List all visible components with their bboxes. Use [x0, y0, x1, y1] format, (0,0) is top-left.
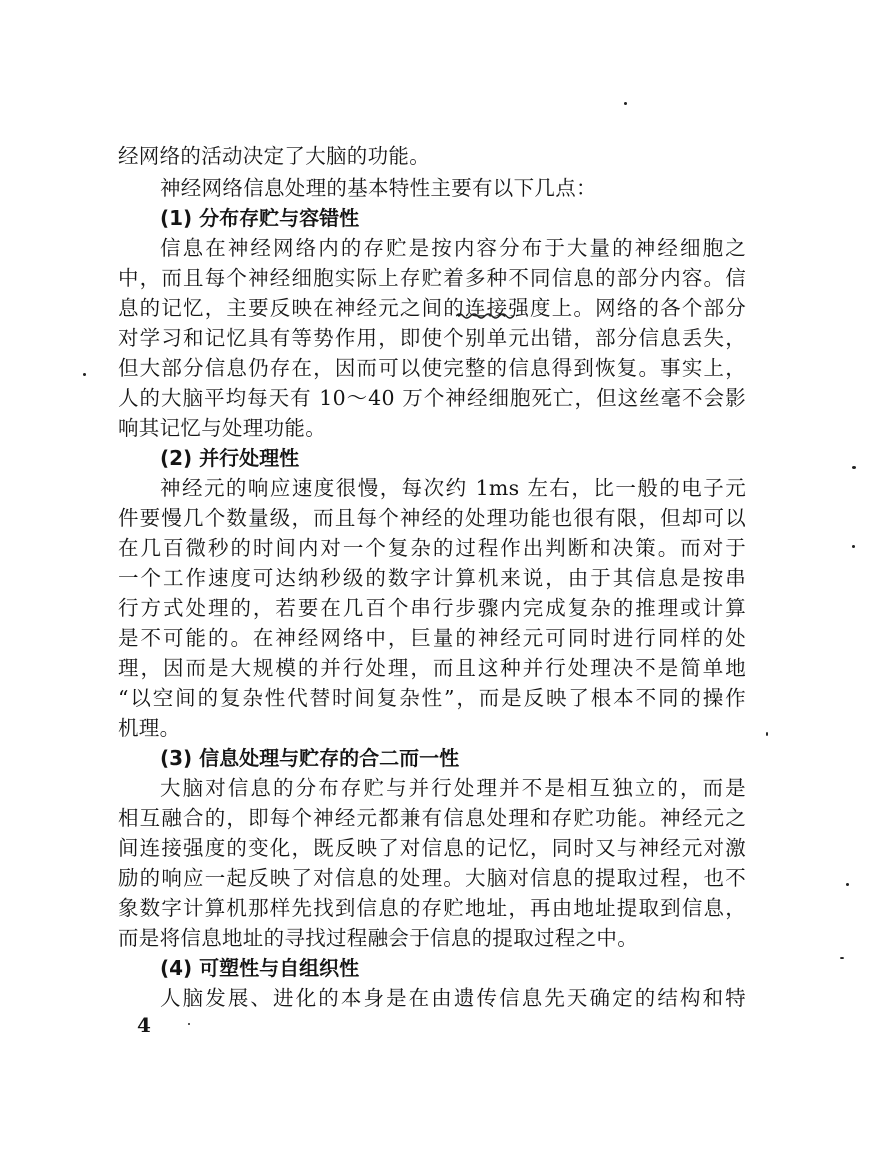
- text-line: 中，而且每个神经细胞实际上存贮着多种不同信息的部分内容。信: [118, 266, 746, 290]
- text-line: 在几百微秒的时间内对一个复杂的过程作出判断和决策。而对于: [118, 536, 746, 560]
- text-line: 人的大脑平均每天有 10～40 万个神经细胞死亡，但这丝毫不会影: [118, 386, 746, 410]
- text-line: 行方式处理的，若要在几百个串行步骤内完成复杂的推理或计算: [118, 596, 746, 620]
- text-line: 神经网络信息处理的基本特性主要有以下几点：: [160, 176, 597, 200]
- scan-speck: [846, 883, 849, 886]
- text-line: 相互融合的，即每个神经元都兼有信息处理和存贮功能。神经元之: [118, 806, 746, 830]
- scan-speck: [188, 1023, 190, 1025]
- text-line: 机理。: [118, 716, 181, 740]
- scan-speck: [766, 732, 768, 736]
- scan-speck: [852, 545, 855, 548]
- text-line: 对学习和记忆具有等势作用，即使个别单元出错，部分信息丢失，: [118, 326, 746, 350]
- text-line: 件要慢几个数量级，而且每个神经的处理功能也很有限，但却可以: [118, 506, 746, 530]
- text-line: 大脑对信息的分布存贮与并行处理并不是相互独立的，而是: [160, 776, 746, 800]
- section-heading: (4) 可塑性与自组织性: [160, 956, 360, 980]
- text-line: 象数字计算机那样先找到信息的存贮地址，再由地址提取到信息，: [118, 896, 746, 920]
- scan-speck: [852, 466, 856, 469]
- scan-speck: [840, 957, 844, 959]
- scan-speck: [624, 102, 627, 105]
- scan-speck: [83, 373, 86, 376]
- text-line: 理，因而是大规模的并行处理，而且这种并行处理决不是简单地: [118, 656, 746, 680]
- text-line: 而是将信息地址的寻找过程融会于信息的提取过程之中。: [118, 926, 638, 950]
- text-line: “以空间的复杂性代替时间复杂性”，而是反映了根本不同的操作: [118, 686, 746, 710]
- text-line: 一个工作速度可达纳秒级的数字计算机来说，由于其信息是按串: [118, 566, 746, 590]
- text-line: 励的响应一起反映了对信息的处理。大脑对信息的提取过程，也不: [118, 866, 746, 890]
- page-number: 4: [137, 1013, 151, 1037]
- text-line: 是不可能的。在神经网络中，巨量的神经元可同时进行同样的处: [118, 626, 746, 650]
- text-line: 息的记忆，主要反映在神经元之间的连接强度上。网络的各个部分: [118, 296, 746, 320]
- text-line: 信息在神经网络内的存贮是按内容分布于大量的神经细胞之: [160, 236, 746, 260]
- text-line: 间连接强度的变化，既反映了对信息的记忆，同时又与神经元对激: [118, 836, 746, 860]
- text-line: 响其记忆与处理功能。: [118, 416, 326, 440]
- text-line: 人脑发展、进化的本身是在由遗传信息先天确定的结构和特: [160, 986, 746, 1010]
- wavy-underline-mark: [456, 312, 514, 320]
- section-heading: (1) 分布存贮与容错性: [160, 206, 360, 230]
- section-heading: (3) 信息处理与贮存的合二而一性: [160, 746, 460, 770]
- section-heading: (2) 并行处理性: [160, 446, 300, 470]
- text-line: 神经元的响应速度很慢，每次约 1ms 左右，比一般的电子元: [160, 476, 746, 500]
- text-line: 经网络的活动决定了大脑的功能。: [118, 144, 430, 168]
- text-line: 但大部分信息仍存在，因而可以使完整的信息得到恢复。事实上，: [118, 356, 746, 380]
